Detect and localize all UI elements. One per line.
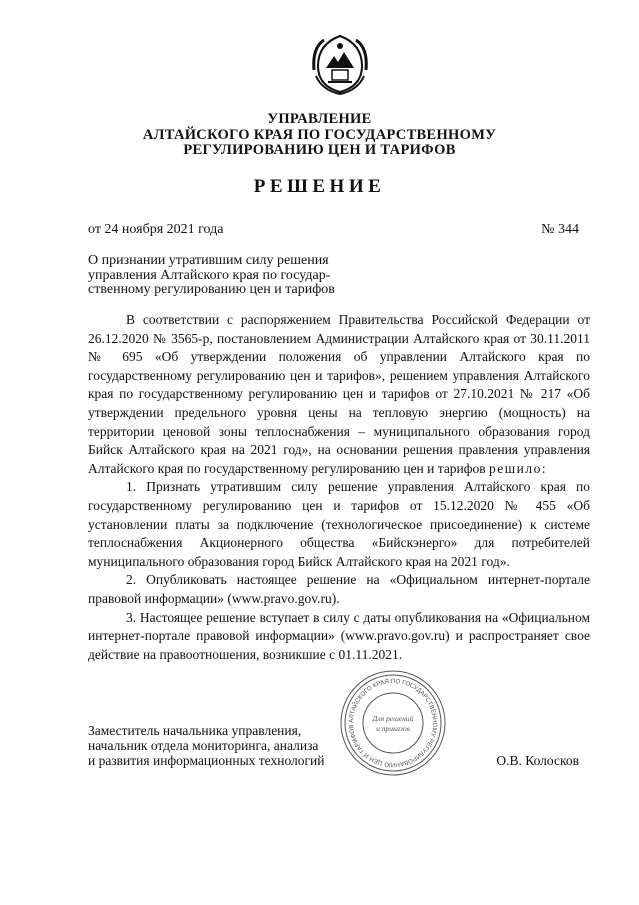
signatory-title-line-2: начальник отдела мониторинга, анализа [88, 738, 319, 753]
subject-line-3: ственному регулированию цен и тарифов [88, 282, 335, 297]
signatory-title [88, 723, 325, 768]
signatory-name: О.В. Колосков [496, 753, 579, 768]
signatory-title-line-1: Заместитель начальника управления, [88, 723, 302, 738]
organization-line-2: АЛТАЙСКОГО КРАЯ ПО ГОСУДАРСТВЕННОМУ [142, 126, 497, 143]
decided-word: решило [489, 460, 542, 476]
item-2-paragraph: 2. Опубликовать настоящее решение на «Официальном интернет-портале правовой информации» (www.pravo.gov.ru). [88, 572, 590, 606]
stamp-outer-text [348, 678, 438, 768]
subject-line-2: управления Алтайского края по государ- [88, 267, 331, 283]
organization-line-1: УПРАВЛЕНИЕ [267, 111, 372, 127]
document-type-title: РЕШЕНИЕ [253, 176, 386, 197]
preamble-text: В соответствии с распоряжением Правительства Российской Федерации от 26.12.2020 № 3565-р, постановлением Администрации Алтайского края от 30.11.2011 № 695 «Об утверждении положения об управлении Алтайского края по государственному регулированию цен и тарифов», решением управления Алтайского края по государственному регулированию цен и тарифов от 27.10.2021 № 217 «Об утверждении предельного уровня цены на тепловую энергию (мощность) на территории ценовой зоны теплоснабжения – муниципального образования город Бийск Алтайского края на 2021 год», на основании решения правления управления Алтайского края по государственному регулированию цен и тарифов [88, 312, 590, 476]
organization-header [60, 112, 579, 159]
decided-colon: : [541, 460, 546, 476]
altai-krai-coat-of-arms-icon [304, 26, 376, 98]
document-subject [88, 254, 370, 298]
item-1-paragraph: 1. Признать утратившим силу решение управления Алтайского края по государственному регулированию цен и тарифов от 15.12.2020 № 455 «Об установлении платы за подключение (технологическое присоединение) к системе теплоснабжения Акционерного общества «Бийскэнерго» для потребителей муниципального образования город Бийск Алтайского края на 2021 год». [88, 479, 590, 569]
document-number: № 344 [541, 222, 579, 237]
subject-line-1: О признании утратившим силу решения [88, 253, 329, 268]
document-date: от 24 ноября 2021 года [88, 222, 224, 237]
signatory-title-line-3: и развития информационных технологий [88, 753, 325, 768]
document-body [88, 311, 590, 664]
organization-line-3: РЕГУЛИРОВАНИЮ ЦЕН И ТАРИФОВ [183, 142, 456, 158]
preamble-paragraph [88, 311, 590, 478]
stamp-inner-line-1: Для решений [372, 714, 414, 723]
stamp-inner-line-2: и приказов [376, 724, 410, 733]
stamp-outer-textpath: АЛТАЙСКОГО КРАЯ ПО ГОСУДАРСТВЕННОМУ РЕГУЛИРОВАНИЮ ЦЕН И ТАРИФОВ [347, 677, 439, 769]
official-seal-stamp [338, 668, 448, 778]
item-3-paragraph: 3. Настоящее решение вступает в силу с даты опубликования на «Официальном интернет-портале правовой информации» (www.pravo.gov.ru) и распространяет свое действие на правоотношения, возникшие с 01.11.2021. [88, 609, 590, 662]
